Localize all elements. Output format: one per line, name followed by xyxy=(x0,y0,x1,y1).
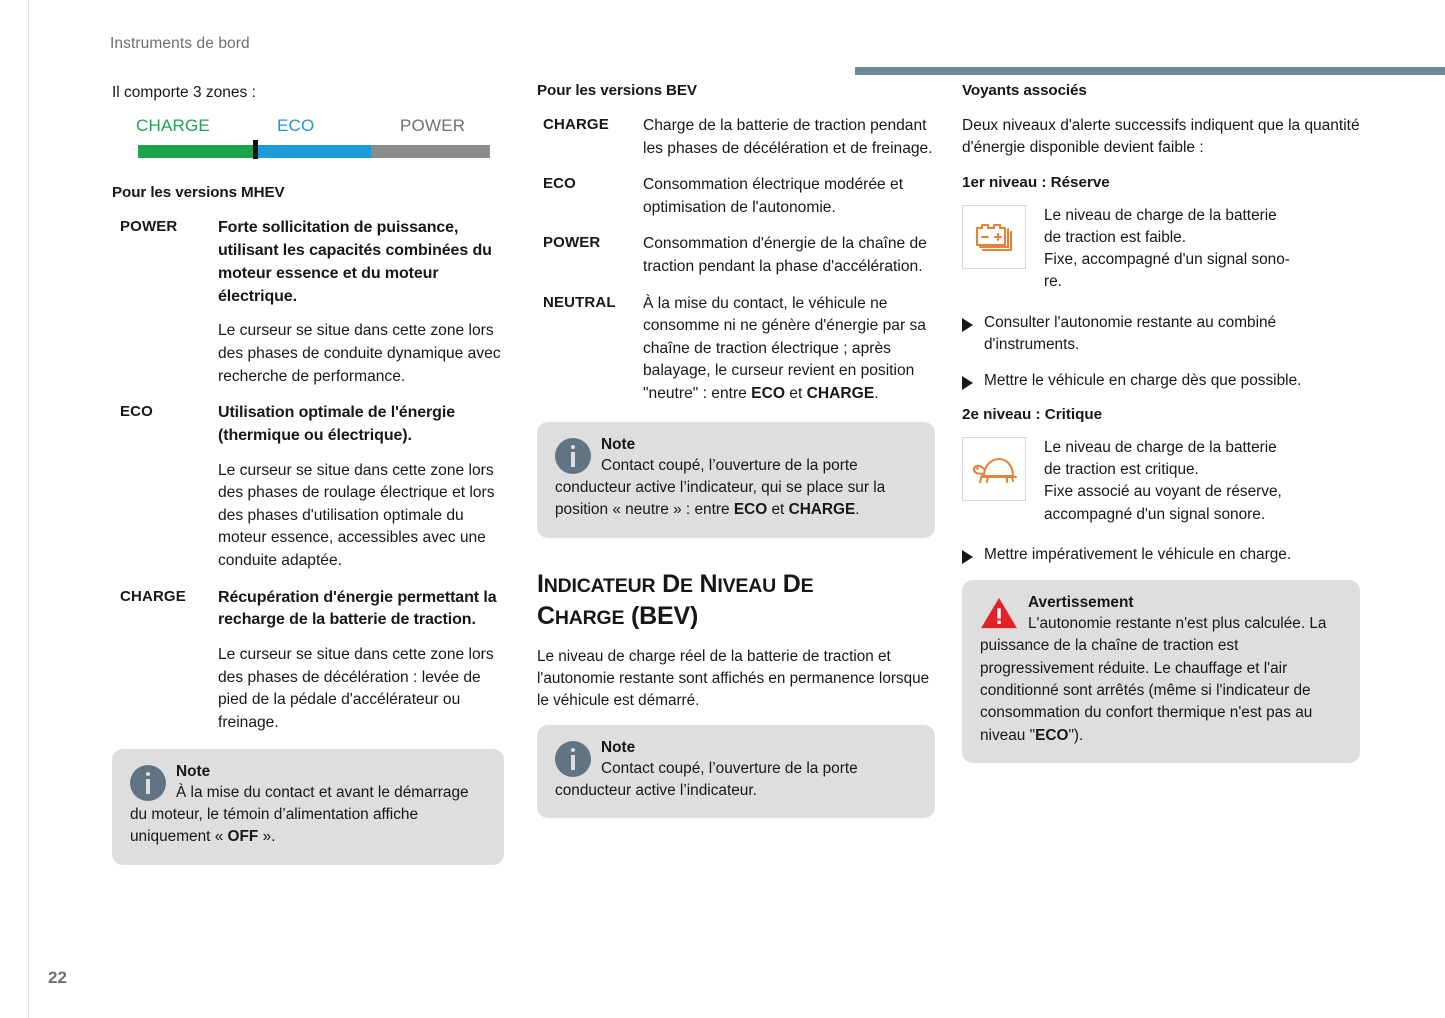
section-heading-voyants: Voyants associés xyxy=(962,82,1087,99)
voyant-row-reserve xyxy=(962,205,1360,294)
note-callout xyxy=(537,725,935,819)
definition-row xyxy=(112,587,504,735)
definition-term: CHARGE xyxy=(543,116,609,133)
definition-plain: Le curseur se situe dans cette zone lors des phases de conduite dynamique avec recherche de performance. xyxy=(218,322,501,385)
column-left xyxy=(112,82,504,865)
page-number: 22 xyxy=(48,968,67,987)
warning-callout xyxy=(962,580,1360,763)
voyant-line: de traction est faible. xyxy=(1044,229,1187,247)
definition-body xyxy=(218,402,504,572)
voyant-line: Fixe associé au voyant de réserve, xyxy=(1044,483,1282,501)
gauge-segment-charge xyxy=(138,145,253,158)
gauge-label-power: POWER xyxy=(400,116,466,136)
gauge-labels xyxy=(112,116,487,140)
gauge-bar xyxy=(138,145,490,158)
note-text: Contact coupé, l’ouverture de la porte conducteur active l’indicateur. xyxy=(555,759,858,800)
definition-row xyxy=(537,293,935,406)
voyant-text xyxy=(1044,205,1360,294)
note-text-after: ». xyxy=(258,828,276,846)
definition-plain-mid: et xyxy=(784,385,807,403)
definition-lead: Récupération d'énergie permettant la recharge de la batterie de traction. xyxy=(218,588,497,629)
gauge-cursor-marker xyxy=(253,140,258,159)
definition-row xyxy=(537,233,935,278)
voyants-intro: Deux niveaux d'alerte successifs indiquent que la quantité d'énergie disponible devient faible : xyxy=(962,117,1360,157)
action-text: Mettre impérativement le véhicule en charge. xyxy=(984,545,1292,563)
warning-text xyxy=(980,613,1342,747)
chapter-title xyxy=(537,568,935,632)
warning-keyword: ECO xyxy=(1035,726,1069,744)
note-text-before: Contact coupé, l’ouverture de la porte conducteur active l’indicateur, qui se place sur la position « neutre » : entre xyxy=(555,456,886,519)
page-margin-rule xyxy=(28,0,29,1018)
voyant-text xyxy=(1044,437,1360,526)
note-keyword: OFF xyxy=(227,828,259,846)
definition-term: NEUTRAL xyxy=(543,293,616,311)
header-accent-rule xyxy=(855,67,1445,75)
energy-zone-gauge xyxy=(112,116,487,162)
definition-plain xyxy=(643,293,935,406)
voyant-line: Le niveau de charge de la batterie xyxy=(1044,439,1277,457)
battery-low-icon xyxy=(972,217,1016,257)
action-item xyxy=(962,544,1360,566)
voyant-line: de traction est critique. xyxy=(1044,461,1199,479)
warning-title: Avertissement xyxy=(1028,594,1134,611)
definition-keyword-charge: CHARGE xyxy=(806,385,875,403)
gauge-segment-power xyxy=(371,145,490,158)
note-keyword-charge: CHARGE xyxy=(788,501,856,519)
definition-lead: Utilisation optimale de l'énergie (thermique ou électrique). xyxy=(218,404,455,444)
column-middle xyxy=(537,82,935,818)
page-title: Instruments de bord xyxy=(110,35,250,52)
definition-term: ECO xyxy=(120,403,153,421)
action-item xyxy=(962,370,1360,392)
level1-heading: 1er niveau : Réserve xyxy=(962,173,1110,191)
section-heading-bev: Pour les versions BEV xyxy=(537,82,697,99)
definition-body xyxy=(643,115,935,160)
triangle-bullet-icon xyxy=(962,550,973,564)
definition-plain-head: À la mise du contact, le véhicule ne consomme ni ne génère d'énergie par sa chaîne de traction électrique ; après balayage, le curseur revient en position "neutre" : entre xyxy=(643,294,926,403)
triangle-bullet-icon xyxy=(962,318,973,332)
level2-heading: 2e niveau : Critique xyxy=(962,406,1103,424)
note-text xyxy=(130,782,486,849)
definition-plain: Charge de la batterie de traction pendant les phases de décélération et de freinage. xyxy=(643,117,933,157)
voyant-row-critique xyxy=(962,437,1360,526)
voyant-line: Le niveau de charge de la batterie xyxy=(1044,206,1277,224)
chapter-title-line1: INDICATEUR DE NIVEAU DE xyxy=(537,569,814,598)
note-title: Note xyxy=(601,435,636,453)
chapter-title-line2: CHARGE (BEV) xyxy=(537,601,699,630)
info-icon xyxy=(130,765,166,801)
definition-keyword-eco: ECO xyxy=(751,385,785,403)
column-right xyxy=(962,82,1360,763)
note-title: Note xyxy=(176,762,211,780)
note-text-mid: et xyxy=(767,501,789,519)
intro-text: Il comporte 3 zones : xyxy=(112,84,256,101)
definition-row xyxy=(537,115,935,160)
action-text: Mettre le véhicule en charge dès que possible. xyxy=(984,371,1302,389)
definition-row xyxy=(112,402,504,572)
definition-body xyxy=(643,174,935,219)
definition-term: POWER xyxy=(543,234,601,252)
definition-row xyxy=(112,217,504,388)
definition-body xyxy=(643,293,935,406)
definition-plain: Le curseur se situe dans cette zone lors des phases de décélération : levée de pied de la pédale d'accélérateur ou freinage. xyxy=(218,646,494,731)
definition-body xyxy=(218,587,504,735)
note-title: Note xyxy=(601,738,636,756)
voyant-icon-box xyxy=(962,437,1026,501)
definition-lead: Forte sollicitation de puissance, utilisant les capacités combinées du moteur essence et du moteur électrique. xyxy=(218,219,492,305)
warning-text-before: L'autonomie restante n'est plus calculée. La puissance de la chaîne de traction est progressivement réduite. Le chauffage et l'air conditionné sont arrêtés (même si l'indicateur de consommation du confort thermique n'est pas au niveau " xyxy=(980,615,1327,744)
voyant-icon-box xyxy=(962,205,1026,269)
action-text: Consulter l'autonomie restante au combiné d'instruments. xyxy=(984,313,1277,353)
definition-plain: Consommation d'énergie de la chaîne de traction pendant la phase d'accélération. xyxy=(643,235,927,276)
note-text xyxy=(555,455,917,522)
definition-plain: Consommation électrique modérée et optimisation de l'autonomie. xyxy=(643,176,904,216)
definition-body xyxy=(643,233,935,278)
warning-text-after: "). xyxy=(1068,726,1084,744)
note-callout xyxy=(112,749,504,865)
definition-row xyxy=(537,174,935,219)
info-icon xyxy=(555,741,591,777)
gauge-segment-eco xyxy=(253,145,371,158)
note-keyword-eco: ECO xyxy=(733,501,768,519)
warning-triangle-icon xyxy=(980,596,1018,630)
note-text-before: À la mise du contact et avant le démarrage du moteur, le témoin d’alimentation affiche uniquement « xyxy=(130,783,469,846)
turtle-icon xyxy=(971,452,1017,486)
note-text-after: . xyxy=(855,501,860,519)
action-item xyxy=(962,312,1360,356)
voyant-line: accompagné d'un signal sonore. xyxy=(1044,505,1266,523)
chapter-body: Le niveau de charge réel de la batterie de traction et l'autonomie restante sont affichés en permanence lorsque le véhicule est démarré. xyxy=(537,647,930,709)
definition-term: ECO xyxy=(543,175,576,193)
note-callout xyxy=(537,422,935,538)
gauge-label-charge: CHARGE xyxy=(136,116,210,136)
definition-body xyxy=(218,217,504,388)
info-icon xyxy=(555,438,591,474)
section-heading-mhev: Pour les versions MHEV xyxy=(112,184,285,202)
triangle-bullet-icon xyxy=(962,376,973,390)
gauge-label-eco: ECO xyxy=(277,116,315,136)
voyant-line: Fixe, accompagné d'un signal sono- xyxy=(1044,251,1290,269)
voyant-line: re. xyxy=(1044,273,1062,291)
definition-term: POWER xyxy=(120,218,178,236)
definition-term: CHARGE xyxy=(120,587,186,605)
definition-plain-tail: . xyxy=(874,385,879,403)
definition-plain: Le curseur se situe dans cette zone lors des phases de roulage électrique et lors des phases d'utilisation optimale du moteur essence, accessibles avec une conduite adaptée. xyxy=(218,461,495,570)
